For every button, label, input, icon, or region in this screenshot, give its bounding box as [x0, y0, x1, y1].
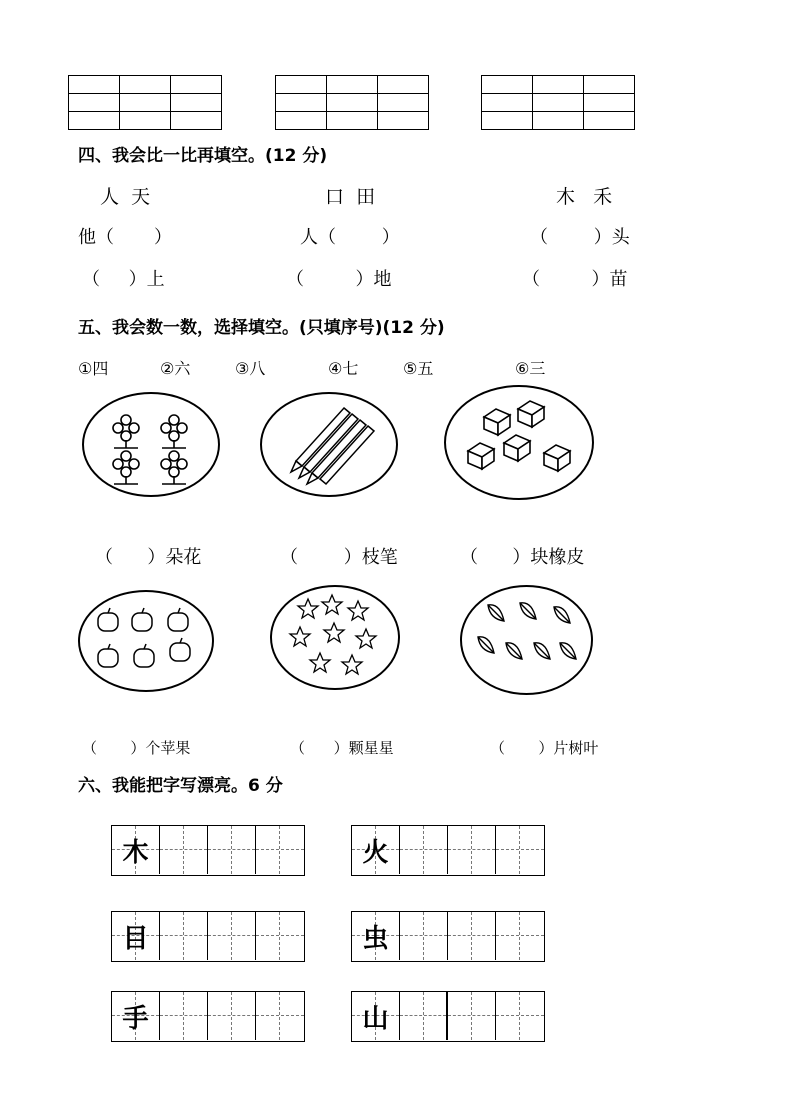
top-grid-1 [68, 75, 222, 130]
stars-icon [272, 587, 398, 688]
leaves-plate [460, 585, 593, 695]
erasers-plate [444, 385, 594, 500]
pencils-icon [262, 394, 396, 495]
answer-stars[interactable]: （ ）颗星星 [290, 739, 394, 757]
top-grid-3 [481, 75, 635, 130]
answer-erasers[interactable]: （ ）块橡皮 [460, 547, 585, 568]
flowers-plate [82, 392, 220, 497]
char-mu: 木 [122, 837, 149, 868]
pair-1: 人 天 [100, 186, 151, 208]
erasers-icon [446, 387, 592, 498]
char-shou: 手 [122, 1003, 149, 1034]
answer-pencils[interactable]: （ ）枝笔 [280, 547, 398, 568]
fill-blank-di[interactable]: （ ）地 [286, 269, 392, 290]
apples-plate [78, 590, 214, 692]
tian-grid-chong [351, 911, 545, 962]
answer-leaves[interactable]: （ ）片树叶 [490, 739, 599, 757]
section4-heading: 四、我会比一比再填空。(12 分) [78, 146, 328, 166]
pair-2: 口 田 [325, 186, 376, 208]
tian-grid-shan [351, 991, 545, 1042]
option-2: ②六 [160, 359, 191, 378]
char-shan: 山 [362, 1003, 389, 1034]
fill-blank-miao[interactable]: （ ）苗 [522, 269, 628, 290]
tian-grid-huo [351, 825, 545, 876]
pair-3: 木 禾 [556, 186, 613, 208]
apples-icon [80, 592, 212, 690]
option-6: ⑥三 [515, 359, 546, 378]
option-5: ⑤五 [403, 359, 434, 378]
fill-blank-ren[interactable]: 人（ ） [300, 227, 400, 248]
top-grid-2 [275, 75, 429, 130]
answer-apples[interactable]: （ ）个苹果 [82, 739, 191, 757]
pencils-plate [260, 392, 398, 497]
option-3: ③八 [235, 359, 266, 378]
leaves-icon [462, 587, 591, 693]
flowers-icon [84, 394, 218, 495]
tian-grid-mu [111, 825, 305, 876]
fill-blank-shang[interactable]: （ ）上 [82, 269, 165, 290]
char-huo: 火 [362, 837, 389, 868]
tian-grid-shou [111, 991, 305, 1042]
char-chong: 虫 [362, 923, 389, 954]
tian-grid-mu2 [111, 911, 305, 962]
option-4: ④七 [328, 359, 359, 378]
section5-heading: 五、我会数一数，选择填空。(只填序号)(12 分) [78, 318, 445, 338]
option-1: ①四 [78, 359, 109, 378]
fill-blank-ta[interactable]: 他（ ） [78, 227, 173, 248]
stars-plate [270, 585, 400, 690]
fill-blank-tou[interactable]: （ ）头 [530, 227, 630, 248]
char-mu-eye: 目 [122, 923, 149, 954]
section6-heading: 六、我能把字写漂亮。6 分 [78, 776, 283, 796]
answer-flowers[interactable]: （ ）朵花 [95, 547, 202, 568]
